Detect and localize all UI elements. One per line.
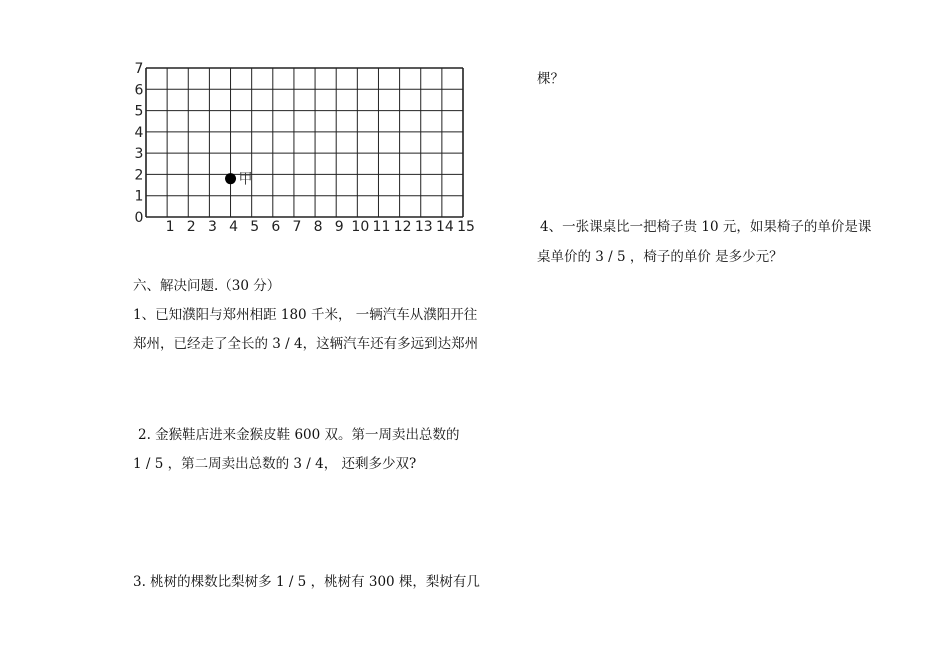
question-2-line-2: 1 / 5 ，第二周卖出总数的 3 / 4， 还剩多少双? (133, 456, 417, 472)
y-tick-label: 0 (134, 210, 144, 226)
point-marker (225, 173, 236, 184)
section-title: 六、解决问题.（30 分） (133, 278, 281, 294)
question-1-line-1: 1、已知濮阳与郑州相距 180 千米， 一辆汽车从濮阳开往 (133, 307, 478, 323)
question-2-line-1: 2. 金猴鞋店进来金猴皮鞋 600 双。第一周卖出总数的 (138, 427, 460, 443)
point-label: 甲 (238, 171, 253, 188)
x-tick-label: 12 (393, 219, 412, 235)
x-tick-label: 6 (271, 219, 281, 235)
x-tick-label: 8 (313, 219, 323, 235)
question-3-line-1: 3. 桃树的棵数比梨树多 1 / 5 ，桃树有 300 棵，梨树有几 (133, 574, 480, 590)
x-tick-label: 11 (372, 219, 391, 235)
y-tick-label: 1 (134, 188, 144, 205)
x-tick-label: 4 (229, 219, 238, 235)
x-tick-label: 1 (165, 219, 175, 235)
x-tick-label: 10 (351, 219, 370, 235)
question-4-line-1: 4、一张课桌比一把椅子贵 10 元，如果椅子的单价是课 (540, 219, 872, 235)
x-axis-tick-labels (166, 219, 475, 235)
y-tick-label: 5 (134, 103, 144, 120)
question-3-line-2: 棵？ (537, 71, 564, 87)
x-tick-label: 15 (457, 219, 475, 235)
y-tick-label: 6 (134, 82, 144, 99)
x-tick-label: 13 (414, 219, 433, 235)
y-tick-label: 7 (134, 61, 144, 77)
x-tick-label: 2 (186, 219, 196, 235)
grid-lines (146, 68, 463, 217)
x-tick-label: 7 (292, 219, 302, 235)
x-tick-label: 5 (250, 219, 260, 235)
coordinate-grid (0, 0, 480, 240)
y-tick-label: 2 (134, 167, 144, 184)
y-tick-label: 4 (134, 124, 144, 141)
y-axis-tick-labels (135, 61, 144, 226)
question-4-line-2: 桌单价的 3 / 5 ，椅子的单价 是多少元？ (537, 249, 783, 265)
question-1-line-2: 郑州，已经走了全长的 3 / 4，这辆汽车还有多远到达郑州 (133, 336, 479, 352)
x-tick-label: 9 (334, 219, 344, 235)
x-tick-label: 3 (207, 219, 217, 235)
y-tick-label: 3 (134, 146, 144, 163)
x-tick-label: 14 (435, 219, 454, 235)
